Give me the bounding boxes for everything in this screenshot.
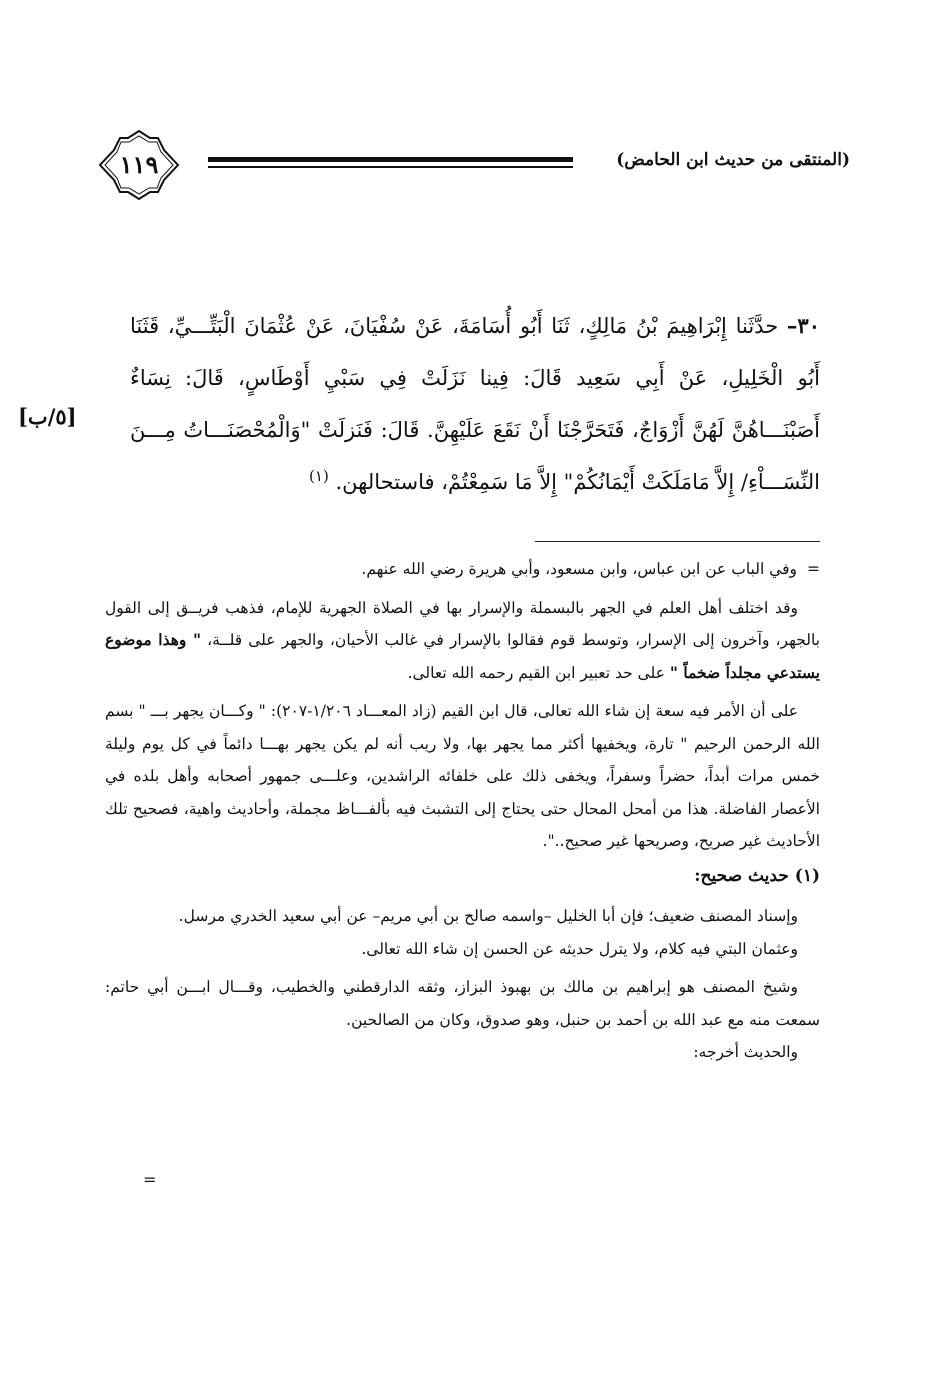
footnote-paragraph: والحديث أخرجه: <box>693 1043 798 1061</box>
footnotes <box>105 553 820 1069</box>
manuscript-folio-marker: [٥/ب] <box>18 404 77 429</box>
footnote-divider <box>535 541 820 542</box>
footnote-paragraph: على أن الأمر فيه سعة إن شاء الله تعالى، قال ابن القيم (زاد المعـــاد ١/٢٠٦-٢٠٧): " وكـــان يجهر بـــ " بسم الله الرحمن الرحيم " تارة، ويخفيها أكثر مما يجهر بها، ولا ريب أنه لم يكن يجهر بهـــا دائماً في كل يوم وليلة خمس مرات أبداً، حضراً وسفراً، ويخفى ذلك على خلفائه الراشدين، وعلـــى جمهور أصحابه وأهل بلده في الأعصار الفاضلة. هذا من أمحل المحال حتى يحتاج إلى التشبث فيه بألفـــاظ مجملة، وأحاديث واهية، فصحيح تلك الأحاديث غير صريح، وصريحها غير صحيح..". <box>105 702 820 850</box>
page-number: ١١٩ <box>119 150 159 179</box>
page-number-badge <box>90 130 188 200</box>
continuation-mark: = <box>807 560 820 578</box>
header-rule-thick <box>208 157 573 162</box>
hadith-text <box>130 300 820 508</box>
bold-quote: " وهذا موضوع يستدعي مجلداً ضخماً " <box>105 630 820 682</box>
footnote-paragraph: وإسناد المصنف ضعيف؛ فإن أبا الخليل –واسمه صالح بن أبي مريم– عن أبي سعيد الخدري مرسل. <box>178 907 798 925</box>
hadith-number: ٣٠– <box>786 313 820 338</box>
footnote-reference: (١) <box>309 467 329 485</box>
footnote-paragraph: وشيخ المصنف هو إبراهيم بن مالك بن بهبوذ البزاز، وثقه الدارقطني والخطيب، وقـــال ابـــن أبي حاتم: سمعت منه مع عبد الله بن أحمد بن حنبل، وهو صدوق، وكان من الصالحين. <box>105 978 820 1029</box>
page-end-mark: = <box>143 1170 157 1189</box>
book-title: (المنتقى من حديث ابن الحامض) <box>616 150 850 170</box>
footnote-paragraph: وعثمان البتي فيه كلام، ولا يترل حديثه عن الحسن إن شاء الله تعالى. <box>361 939 798 958</box>
header-rule-thin <box>208 166 573 168</box>
page-header <box>90 130 850 200</box>
hadith-body: حدَّثَنا إِبْرَاهِيمَ بْنُ مَالِكٍ، ثَنَا أَبُو أُسَامَةَ، عَنْ سُفْيَانَ، عَنْ عُثْمَانَ الْبَتِّـــيِّ، قَثَنَا أَبُو الْخَلِيلِ، عَنْ أَبِي سَعِيد قَالَ: فِينا نَزَلَتْ فِي سَبْيِ أَوْطَاسٍ، قَالَ: نِسَاءٌ أَصَبْنَـــاهُنَّ لَهُنَّ أَزْوَاجٌ، فَتَحَرَّجْنَا أَنْ نَقَعَ عَلَيْهِنَّ. قَالَ: فَنَزلَتْ "وَالْمُحْصَنَـــاتُ مِـــنَ النِّسَـــاْءِ/ إِلاَّ مَامَلَكَتْ أَيْمَانُكُمْ" إِلاَّ مَا سَمِعْتُمْ، فاستحالهن. <box>130 314 820 494</box>
footnote-paragraph: وقد اختلف أهل العلم في الجهر بالبسملة والإسرار بها في الصلاة الجهرية للإمام، فذهب فريــق إلى القول بالجهر، وآخرون إلى الإسرار، وتوسط قوم فقالوا بالإسرار في غالب الأحيان، والجهر على قلــة، " وهذا موضوع يستدعي مجلداً ضخماً " على حد تعبير ابن القيم رحمه الله تعالى. <box>105 598 820 682</box>
footnote-paragraph: =وفي الباب عن ابن عباس، وابن مسعود، وأبي هريرة رضي الله عنهم. <box>105 553 820 586</box>
footnote-heading: (١) حديث صحيح: <box>694 865 820 886</box>
